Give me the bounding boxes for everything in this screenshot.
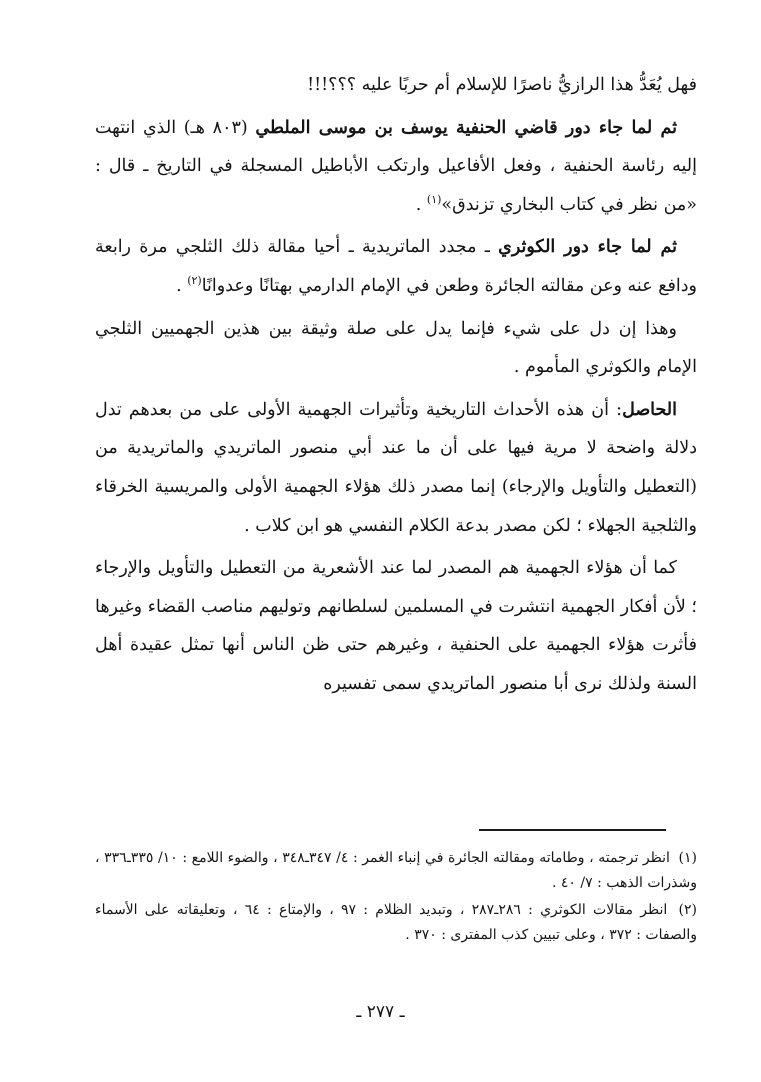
main-text	[95, 66, 697, 704]
footnote-1-number: (١)	[678, 850, 698, 866]
paragraph-6-text: كما أن هؤلاء الجهمية هم المصدر لما عند الأشعرية من التعطيل والتأويل والإرجاء ؛ لأن أفكار الجهمية انتشرت في المسلمين لسلطانهم وتوليهم مناصب القضاء وغيرها فأثرت هؤلاء الجهمية على الحنفية ، وغيرهم حتى ظن الناس أنها تمثل عقيدة أهل السنة ولذلك نرى أبا منصور الماتريدي سمى تفسيره	[95, 558, 697, 694]
footnote-2-text: انظر مقالات الكوثري : ٢٨٦ـ٢٨٧ ، وتبديد الظلام : ٩٧ ، والإمتاع : ٦٤ ، وتعليقاته على الأسماء والصفات : ٣٧٢ ، وعلى تبيين كذب المفترى : ٣٧٠ .	[95, 902, 697, 943]
paragraph-1-text: فهل يُعَدُّ هذا الرازيُّ ناصرًا للإسلام أم حربًا عليه ؟؟؟!!!	[307, 75, 697, 95]
paragraph-4-text: وهذا إن دل على شيء فإنما يدل على صلة وثيقة بين هذين الجهميين الثلجي الإمام والكوثري المأموم .	[95, 318, 697, 378]
paragraph-6	[95, 549, 697, 703]
paragraph-5-text: : أن هذه الأحداث التاريخية وتأثيرات الجهمية الأولى على من بعدهم تدل دلالة واضحة لا مرية فيها على أن ما عند أبي منصور الماتريدي والماتريدية من (التعطيل والتأويل والإرجاء) إنما مصدر ذلك هؤلاء الجهمية الأولى والمريسية الخرقاء والثلجية الجهلاء ؛ لكن مصدر بدعة الكلام النفسي هو ابن كلاب .	[95, 399, 697, 536]
paragraph-5-heading: الحاصل	[622, 399, 677, 420]
footnote-2	[95, 898, 697, 947]
footnote-ref-2[interactable]: (٢)	[187, 274, 202, 288]
paragraph-3	[95, 228, 697, 305]
paragraph-2-text: (٨٠٣ هـ) الذي انتهت إليه رئاسة الحنفية ، وفعل الأفاعيل وارتكب الأباطيل المسجلة في التاريخ ـ قال : «من نظر في كتاب البخاري تزندق»	[95, 117, 697, 215]
paragraph-3-text: ـ مجدد الماتريدية ـ أحيا مقالة ذلك الثلجي مرة رابعة ودافع عنه وعن مقالته الجائرة وطعن في الإمام الدارمي بهتانًا وعدوانًا	[95, 237, 697, 296]
footnotes	[95, 846, 697, 950]
paragraph-2-end: .	[415, 194, 427, 215]
paragraph-3-end: .	[176, 275, 188, 296]
footnote-2-number: (٢)	[678, 902, 697, 918]
paragraph-5	[95, 391, 697, 545]
paragraph-2	[95, 109, 697, 225]
paragraph-2-heading: ثم لما جاء دور قاضي الحنفية يوسف بن موسى الملطي	[255, 117, 678, 138]
page-number: ـ ٢٧٧ ـ	[356, 1002, 405, 1022]
paragraph-3-heading: ثم لما جاء دور الكوثري	[498, 237, 677, 258]
footnote-1	[95, 846, 697, 895]
footnote-ref-1[interactable]: (١)	[426, 192, 442, 206]
paragraph-4	[95, 310, 697, 387]
footnote-1-text: انظر ترجمته ، وطاماته ومقالته الجائرة في إنباء الغمر : ٤/ ٣٤٧ـ٣٤٨ ، والضوء اللامع : ١٠/ ٣٣٥ـ٣٣٦ ، وشذرات الذهب : ٧/ ٤٠ .	[95, 850, 697, 891]
paragraph-1	[95, 66, 697, 105]
footnote-divider	[479, 829, 666, 831]
